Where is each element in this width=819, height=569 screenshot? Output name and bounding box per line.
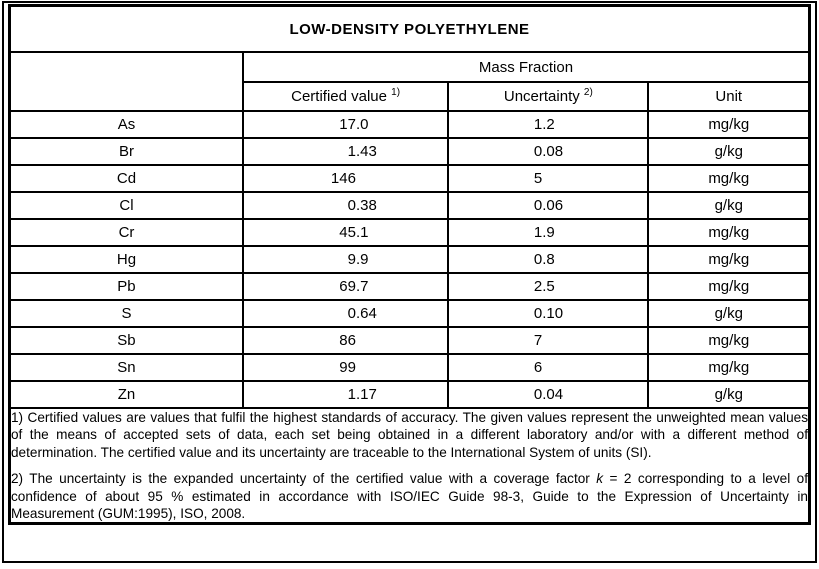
certified-value-header-label: Certified value [291, 88, 387, 105]
certified-value-cell: 17.0 [243, 111, 448, 138]
element-cell: Cd [10, 165, 243, 192]
element-cell: As [10, 111, 243, 138]
unit-cell: g/kg [648, 300, 809, 327]
unit-column-header: Unit [648, 82, 809, 111]
certified-value-cell: 0.38 [243, 192, 448, 219]
page-title: LOW-DENSITY POLYETHYLENE [10, 6, 810, 53]
uncertainty-cell: 7 [448, 327, 648, 354]
group-header-row [10, 52, 810, 82]
uncertainty-cell: 1.9 [448, 219, 648, 246]
footnote-2-text-start: 2) The uncertainty is the expanded uncertainty of the certified value with a coverage factor [11, 471, 597, 487]
uncertainty-cell: 0.04 [448, 381, 648, 408]
element-cell: Sn [10, 354, 243, 381]
uncertainty-cell: 6 [448, 354, 648, 381]
footnote-1: 1) Certified values are values that fulfil the highest standards of accuracy. The given values represent the unweighted mean values of the means of accepted sets of data, each set being obtained in a different laboratory and/or with a different method of determination. The certified value and its uncertainty are traceable to the International System of units (SI). [11, 410, 808, 460]
uncertainty-cell: 0.10 [448, 300, 648, 327]
uncertainty-cell: 5 [448, 165, 648, 192]
unit-cell: mg/kg [648, 111, 809, 138]
unit-cell: mg/kg [648, 354, 809, 381]
certified-value-cell: 45.1 [243, 219, 448, 246]
table-row [10, 192, 810, 219]
certified-value-cell: 0.64 [243, 300, 448, 327]
uncertainty-column-header [448, 82, 648, 111]
element-cell: Hg [10, 246, 243, 273]
uncertainty-cell: 0.08 [448, 138, 648, 165]
uncertainty-cell: 0.8 [448, 246, 648, 273]
element-cell: Sb [10, 327, 243, 354]
element-cell: S [10, 300, 243, 327]
footnote1-reference: 1) [391, 87, 401, 98]
unit-cell: mg/kg [648, 219, 809, 246]
certified-value-cell: 9.9 [243, 246, 448, 273]
uncertainty-cell: 2.5 [448, 273, 648, 300]
table-row [10, 111, 810, 138]
table-row [10, 165, 810, 192]
unit-cell: g/kg [648, 381, 809, 408]
certified-value-cell: 1.17 [243, 381, 448, 408]
footnotes-row [10, 408, 810, 524]
certified-value-column-header [243, 82, 448, 111]
element-cell: Cl [10, 192, 243, 219]
footnote-2-text-end: = 2 corresponding to a level of confidence of about 95 % estimated in accordance with ISO/IEC Guide 98-3, Guide to the Expression of Uncertainty in Measurement (GUM:1995), ISO, 2008. [11, 471, 808, 522]
uncertainty-cell: 1.2 [448, 111, 648, 138]
certified-value-cell: 146 [243, 165, 448, 192]
certified-values-table [8, 4, 811, 525]
unit-cell: mg/kg [648, 327, 809, 354]
title-row [10, 6, 810, 53]
table-row [10, 273, 810, 300]
footnote-2 [11, 470, 808, 522]
footnote2-reference: 2) [583, 87, 593, 98]
unit-cell: g/kg [648, 192, 809, 219]
uncertainty-header-label: Uncertainty [503, 88, 580, 105]
unit-cell: mg/kg [648, 165, 809, 192]
certified-value-cell: 86 [243, 327, 448, 354]
certified-value-cell: 99 [243, 354, 448, 381]
table-row [10, 300, 810, 327]
uncertainty-cell: 0.06 [448, 192, 648, 219]
table-row [10, 327, 810, 354]
unit-cell: mg/kg [648, 273, 809, 300]
element-cell: Cr [10, 219, 243, 246]
unit-cell: g/kg [648, 138, 809, 165]
footnote-2-coverage-factor-symbol: k [596, 471, 604, 487]
element-column-header-blank [10, 52, 243, 111]
certified-value-cell: 69.7 [243, 273, 448, 300]
certified-value-cell: 1.43 [243, 138, 448, 165]
table-row [10, 381, 810, 408]
mass-fraction-header: Mass Fraction [243, 52, 810, 82]
element-cell: Br [10, 138, 243, 165]
table-row [10, 246, 810, 273]
table-row [10, 354, 810, 381]
footnotes-section [10, 408, 810, 524]
unit-cell: mg/kg [648, 246, 809, 273]
table-row [10, 138, 810, 165]
table-row [10, 219, 810, 246]
element-cell: Pb [10, 273, 243, 300]
element-cell: Zn [10, 381, 243, 408]
